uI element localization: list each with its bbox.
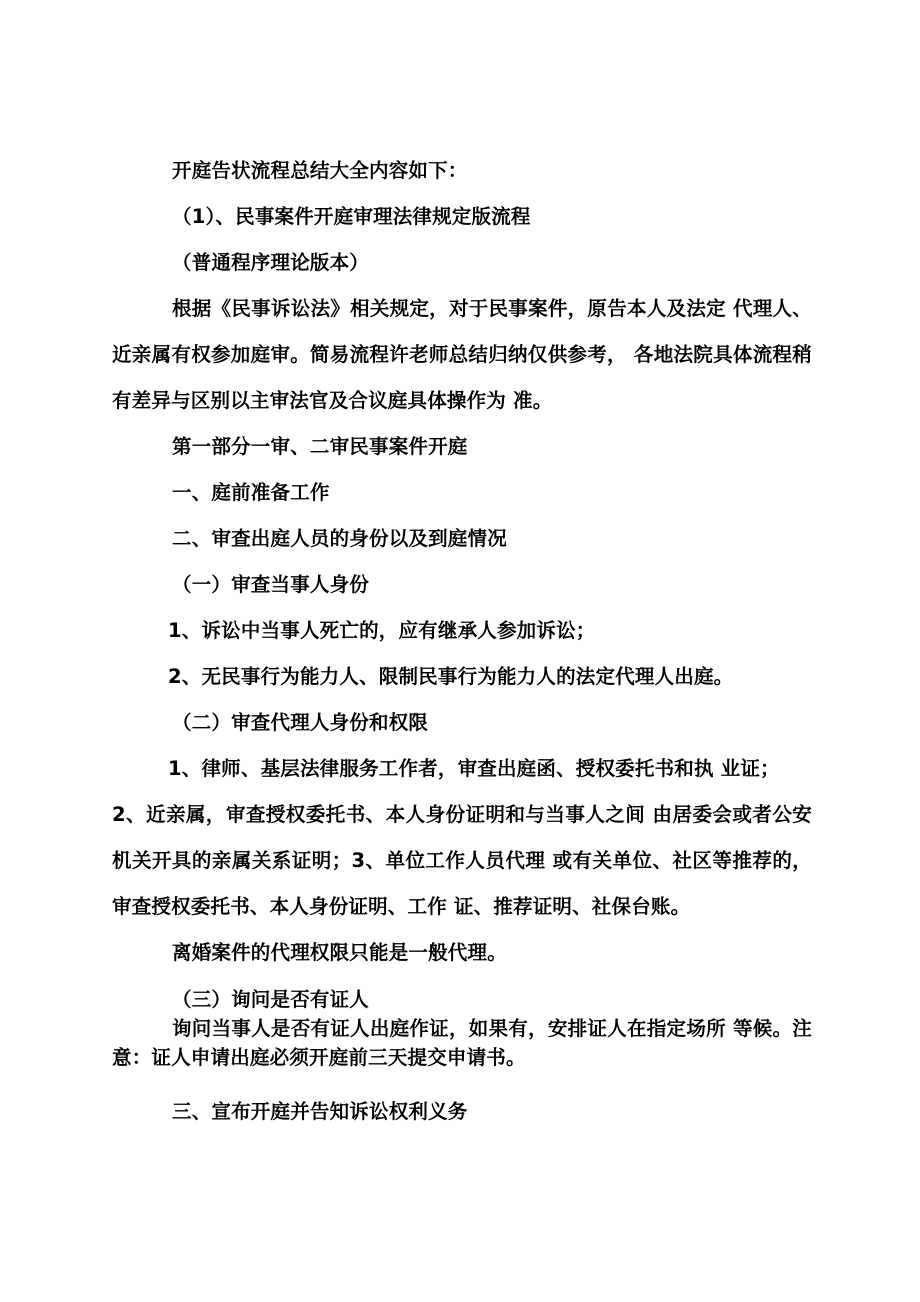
document-body (112, 148, 812, 1135)
legal-basis-paragraph: 根据《民事诉讼法》相关规定，对于民事案件，原告本人及法定 代理人、近亲属有权参加庭审。简易流程许老师总结归纳仅供参考， 各地法院具体流程稍有差异与区别以主审法官及合议庭具体操作为 准。 (112, 297, 812, 412)
section-2-heading: 二、审查出庭人员的身份以及到庭情况 (172, 527, 507, 550)
subsection-2-heading: （二）审查代理人身份和权限 (172, 711, 429, 734)
subsection-1-item-2: 2、无民事行为能力人、限制民事行为能力人的法定代理人出庭。 (168, 665, 734, 688)
section-1-heading: 一、庭前准备工作 (172, 481, 330, 504)
section-3-heading: 三、宣布开庭并告知诉讼权利义务 (172, 1100, 468, 1123)
subsection-3-body: 询问当事人是否有证人出庭作证，如果有，安排证人在指定场所 等候。注意：证人申请出庭必须开庭前三天提交申请书。 (112, 1017, 812, 1069)
intro-line: 开庭告状流程总结大全内容如下： (172, 159, 468, 182)
block-spacer (112, 976, 812, 985)
item-1-subheading: （普通程序理论版本） (172, 251, 370, 274)
subsection-3-heading: （三）询问是否有证人 (172, 988, 370, 1011)
divorce-representation-note: 离婚案件的代理权限只能是一般代理。 (172, 941, 507, 964)
item-1-heading: （1）、民事案件开庭审理法律规定版流程 (172, 205, 531, 228)
subsection-2-items-2-3: 2、近亲属，审查授权委托书、本人身份证明和与当事人之间 由居委会或者公安机关开具的亲属关系证明；3、单位工作人员代理 或有关单位、社区等推荐的，审查授权委托书、本人身份证明、工作 证、推荐证明、社保台账。 (112, 803, 812, 918)
subsection-1-item-1: 1、诉讼中当事人死亡的，应有继承人参加诉讼； (168, 619, 596, 642)
part-one-heading: 第一部分一审、二审民事案件开庭 (172, 435, 468, 458)
subsection-1-heading: （一）审查当事人身份 (172, 573, 370, 596)
subsection-2-item-1: 1、律师、基层法律服务工作者，审查出庭函、授权委托书和执 业证； (168, 757, 780, 780)
block-spacer (112, 1072, 812, 1089)
